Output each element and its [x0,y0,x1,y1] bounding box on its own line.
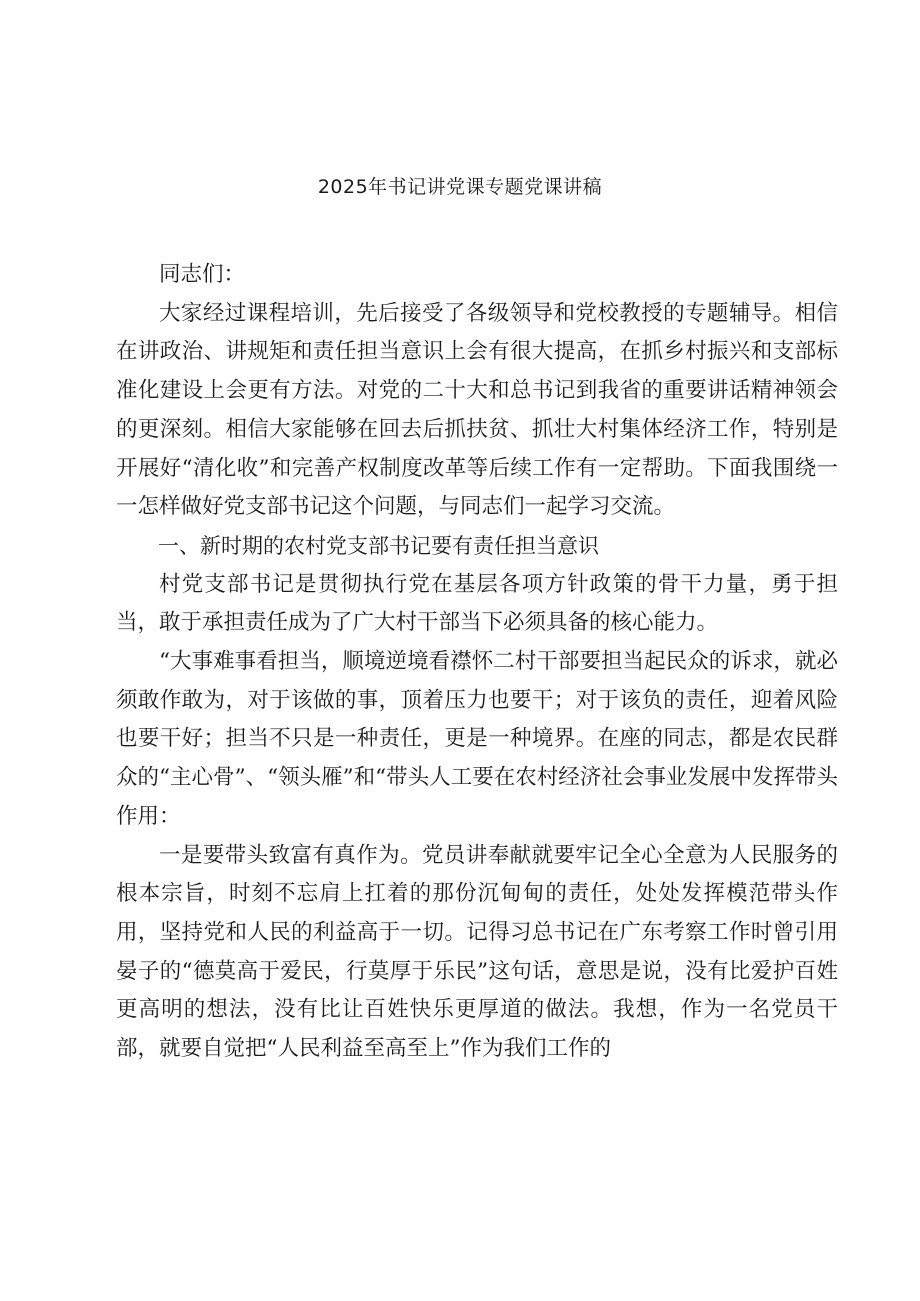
intro-paragraph: 大家经过课程培训，先后接受了各级领导和党校教授的专题辅导。相信在讲政治、讲规矩和责任担当意识上会有很大提高，在抓乡村振兴和支部标准化建设上会更有方法。对党的二十大和总书记到我省的重要讲话精神领会的更深刻。相信大家能够在回去后抓扶贫、抓壮大村集体经济工作，特别是开展好“清化收”和完善产权制度改革等后续工作有一定帮助。下面我围绕一一怎样做好党支部书记这个问题，与同志们一起学习交流。 [116,300,838,520]
document-body [116,256,838,1069]
section-heading: 一、新时期的农村党支部书记要有责任担当意识 [158,533,599,558]
salutation-paragraph: 同志们： [159,262,246,287]
body-paragraph: 村党支部书记是贯彻执行党在基层各项方针政策的骨干力量，勇于担当，敢于承担责任成为了广大村干部当下必须具备的核心能力。 [116,571,838,636]
body-paragraph: 一是要带头致富有真作为。党员讲奉献就要牢记全心全意为人民服务的根本宗旨，时刻不忘肩上扛着的那份沉甸甸的责任，处处发挥模范带头作用，坚持党和人民的利益高于一切。记得习总书记在广东考察工作时曾引用晏子的“德莫高于爱民，行莫厚于乐民”这句话，意思是说，没有比爱护百姓更高明的想法，没有比让百姓快乐更厚道的做法。我想，作为一名党员干部，就要自觉把“人民利益至高至上”作为我们工作的 [116,842,838,1062]
body-paragraph: “大事难事看担当，顺境逆境看襟怀二村干部要担当起民众的诉求，就必须敢作敢为，对于该做的事，顶着压力也要干；对于该负的责任，迎着风险也要干好；担当不只是一种责任，更是一种境界。在座的同志，都是农民群众的“主心骨”、“领头雁”和“带头人工要在农村经济社会事业发展中发挥带头作用： [116,649,838,829]
document-title: 2025年书记讲党课专题党课讲稿 [317,176,603,198]
